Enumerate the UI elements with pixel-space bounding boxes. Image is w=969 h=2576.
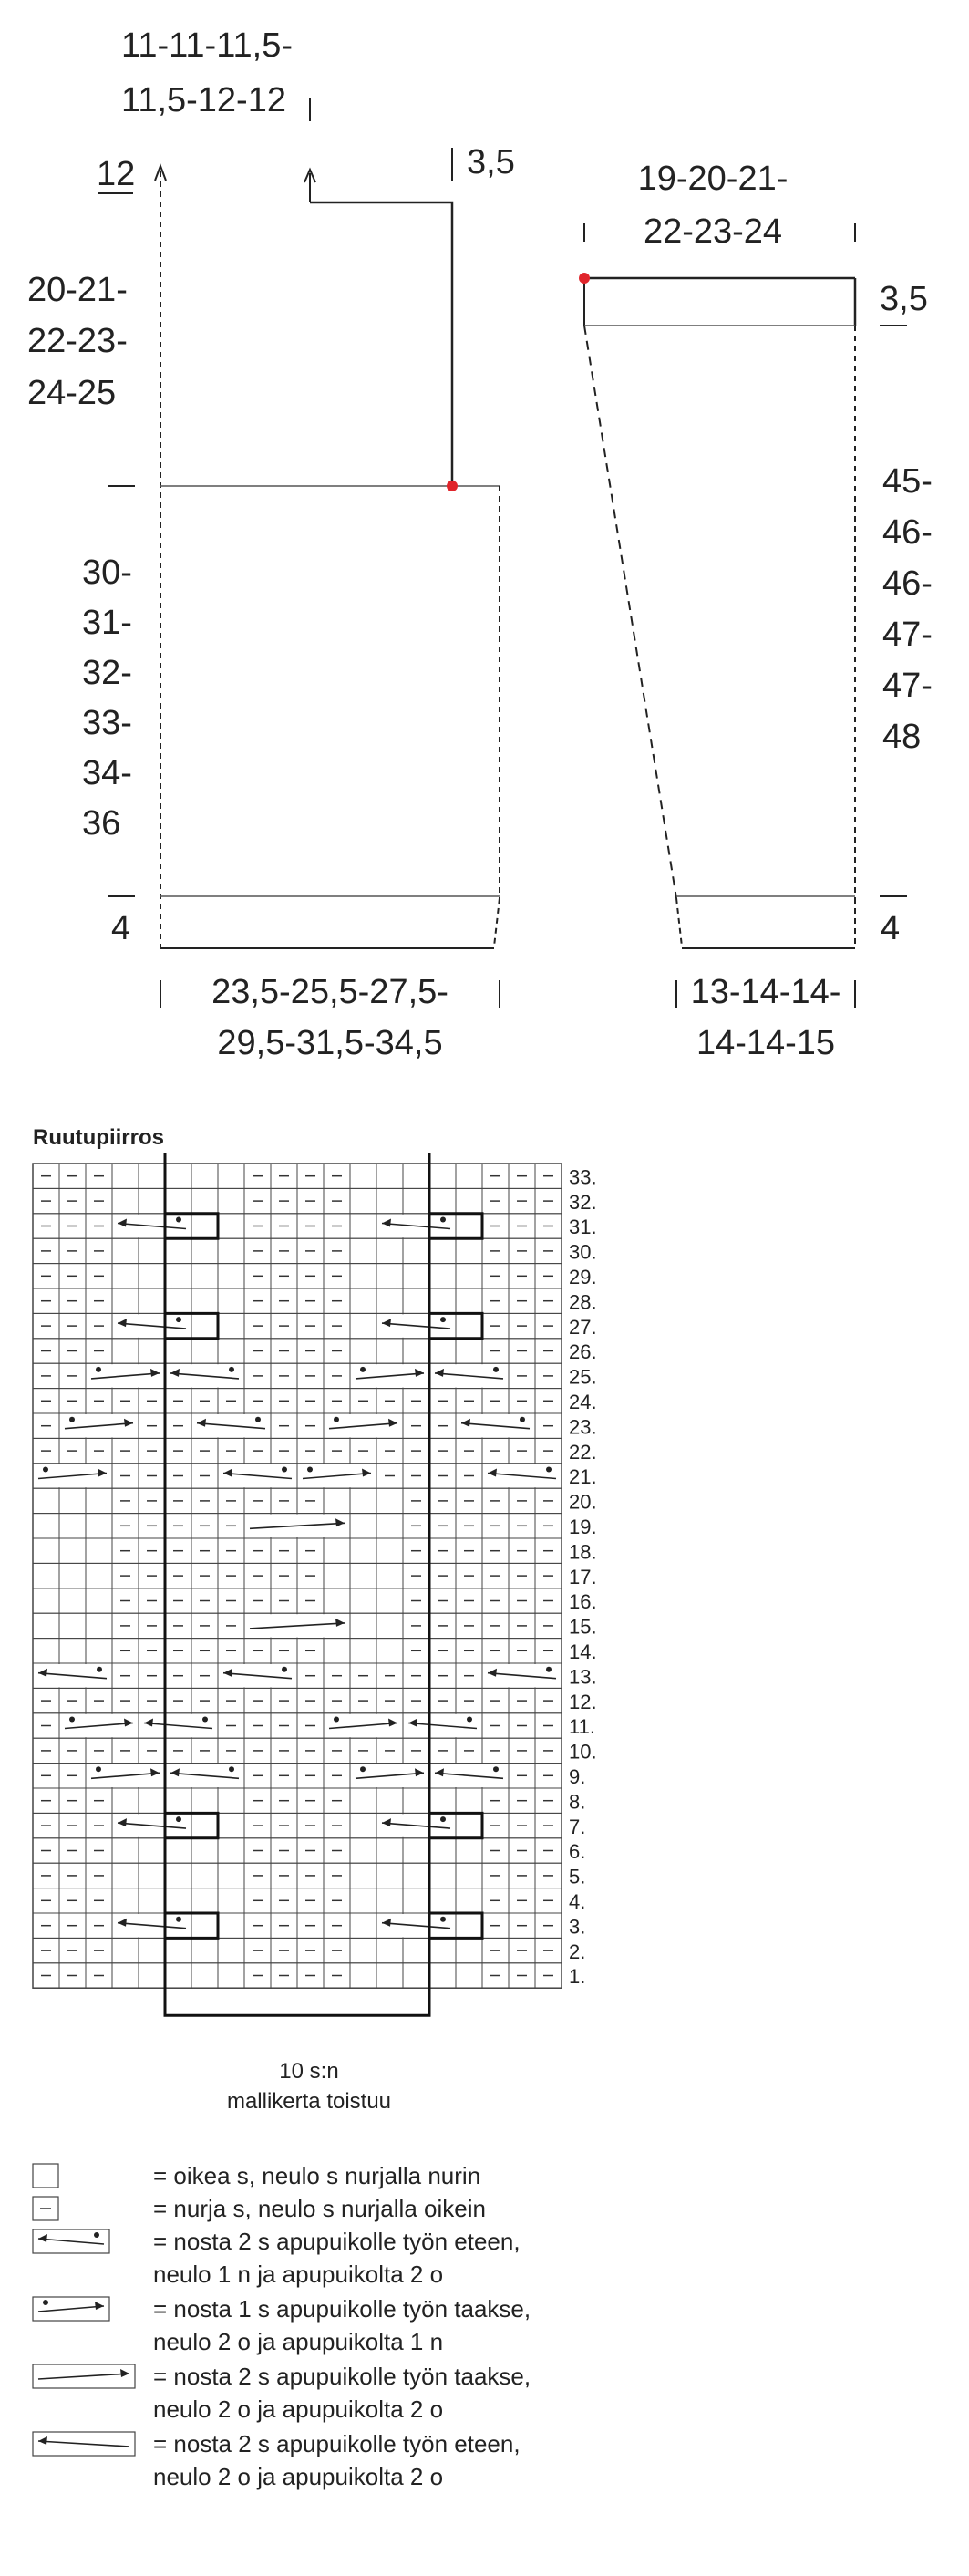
cable-B-symbol <box>325 1414 402 1437</box>
legend-text: neulo 2 o ja apupuikolta 1 n <box>153 2328 444 2355</box>
body-length-line1: 30- <box>82 553 132 592</box>
back-width-line1: 23,5-25,5-27,5- <box>211 973 448 1011</box>
row-number: 19. <box>569 1516 597 1538</box>
back-rib-side <box>494 898 500 947</box>
body-length-line6: 36 <box>82 804 121 843</box>
bullet-dot <box>176 1816 181 1822</box>
row-number: 1. <box>569 1965 586 1989</box>
sleeve-length-line3: 46- <box>882 564 933 603</box>
legend-text: = nurja s, neulo s nurjalla oikein <box>153 2195 486 2222</box>
row-number: 18. <box>569 1540 597 1564</box>
cable-A-symbol <box>113 1314 191 1337</box>
bullet-dot <box>467 1717 472 1723</box>
cable-B-symbol <box>60 1714 138 1737</box>
cable-A-symbol <box>219 1464 296 1487</box>
cuff-width-line2: 14-14-15 <box>696 1024 836 1062</box>
cable-B-symbol <box>351 1364 428 1387</box>
sleeve-length-line2: 46- <box>882 513 933 552</box>
cable-C-symbol <box>245 1614 349 1637</box>
back-rib-height: 4 <box>111 909 131 947</box>
legend-item-cableA <box>33 2228 521 2288</box>
bullet-dot <box>202 1717 208 1723</box>
bullet-dot <box>43 2300 48 2305</box>
bullet-dot <box>96 1766 101 1772</box>
legend-text: neulo 2 o ja apupuikolta 2 o <box>153 2463 444 2490</box>
cable-B-symbol <box>325 1714 402 1737</box>
sleeve-schematic <box>579 160 933 1062</box>
cable-A-symbol <box>34 1664 111 1687</box>
bullet-dot <box>440 1217 446 1223</box>
row-number: 29. <box>569 1266 597 1288</box>
row-number: 10. <box>569 1740 597 1764</box>
cable-B-symbol <box>87 1364 164 1387</box>
bullet-dot <box>96 1367 101 1372</box>
legend-text: neulo 2 o ja apupuikolta 2 o <box>153 2395 444 2423</box>
sleeve-rib-left <box>676 898 682 947</box>
row-number: 17. <box>569 1565 597 1588</box>
row-number: 5. <box>569 1865 586 1888</box>
bullet-dot <box>440 1917 446 1922</box>
bullet-dot <box>43 1467 48 1473</box>
sleeve-length-line6: 48 <box>882 718 922 756</box>
row-number: 26. <box>569 1340 597 1364</box>
bullet-dot <box>176 1217 181 1223</box>
row-number: 32. <box>569 1190 597 1214</box>
body-length-line2: 31- <box>82 604 132 642</box>
cable-A-symbol <box>404 1714 481 1737</box>
legend-item-cableD <box>33 2430 521 2490</box>
bullet-dot <box>69 1717 75 1723</box>
bullet-dot <box>307 1467 313 1473</box>
cable-A-symbol <box>192 1414 270 1437</box>
bullet-dot <box>334 1417 339 1422</box>
bullet-dot <box>334 1717 339 1723</box>
row-number: 30. <box>569 1240 597 1264</box>
cable-A-symbol <box>219 1664 296 1687</box>
cable-B-symbol <box>60 1414 138 1437</box>
bullet-dot <box>282 1467 287 1473</box>
legend-symbol-knit <box>33 2164 58 2188</box>
back-piece-schematic <box>27 26 515 1062</box>
row-number: 8. <box>569 1790 586 1814</box>
bullet-dot <box>69 1417 75 1422</box>
row-number: 9. <box>569 1765 586 1788</box>
cable-C-symbol <box>245 1515 349 1537</box>
back-shoulder-drop: 3,5 <box>467 143 515 181</box>
repeat-bracket <box>165 1993 429 2114</box>
row-number: 22. <box>569 1440 597 1464</box>
sleeve-rib-height: 4 <box>881 909 901 947</box>
row-number: 23. <box>569 1415 597 1439</box>
cable-B-symbol <box>34 1464 111 1487</box>
cuff-width-line1: 13-14-14- <box>690 973 841 1011</box>
sleeve-marker <box>579 273 590 284</box>
legend-item-purl <box>33 2195 486 2222</box>
row-number: 21. <box>569 1465 597 1489</box>
repeat-label-line2: mallikerta toistuu <box>226 2089 392 2114</box>
repeat-bracket-line <box>165 1993 429 2015</box>
back-top-measure: 12 <box>97 155 136 193</box>
bullet-dot <box>176 1917 181 1922</box>
cable-B-symbol <box>298 1464 376 1487</box>
row-number: 7. <box>569 1815 586 1838</box>
row-number: 33. <box>569 1165 597 1189</box>
legend-item-cableC <box>33 2363 531 2423</box>
row-number: 3. <box>569 1915 586 1939</box>
cable-A-symbol <box>377 1814 455 1836</box>
cable-A-symbol <box>377 1314 455 1337</box>
shoulder-armhole-outline <box>310 202 452 488</box>
bullet-dot <box>255 1417 261 1422</box>
bullet-dot <box>440 1816 446 1822</box>
bullet-dot <box>229 1367 234 1372</box>
row-number: 12. <box>569 1690 597 1713</box>
bullet-dot <box>229 1766 234 1772</box>
back-shoulder-width-line1: 11-11-11,5- <box>121 26 293 65</box>
back-armhole-line1: 20-21- <box>27 271 128 309</box>
cable-A-symbol <box>377 1215 455 1237</box>
row-number: 31. <box>569 1216 597 1239</box>
chart-legend <box>33 2162 531 2490</box>
row-number: 16. <box>569 1590 597 1614</box>
cable-A-symbol <box>113 1914 191 1937</box>
sleeve-top-width-line2: 22-23-24 <box>643 212 783 251</box>
cable-A-symbol <box>457 1414 534 1437</box>
sleeve-length-line4: 47- <box>882 616 933 654</box>
sleeve-left-seam-dashed <box>584 326 676 898</box>
armhole-marker <box>447 481 458 491</box>
cable-A-symbol <box>483 1464 561 1487</box>
bullet-dot <box>493 1766 499 1772</box>
cable-B-symbol <box>351 1764 428 1787</box>
back-width-line2: 29,5-31,5-34,5 <box>217 1024 443 1062</box>
row-number: 15. <box>569 1615 597 1639</box>
row-number: 11. <box>569 1715 595 1739</box>
bullet-dot <box>94 2232 99 2238</box>
sleeve-length-line5: 47- <box>882 667 933 705</box>
bullet-dot <box>493 1367 499 1372</box>
row-number: 2. <box>569 1940 586 1963</box>
row-number: 13. <box>569 1665 597 1689</box>
cable-A-symbol <box>483 1664 561 1687</box>
cable-A-symbol <box>166 1764 243 1787</box>
back-body-length <box>82 553 132 843</box>
back-shoulder-width-line2: 11,5-12-12 <box>121 81 286 119</box>
legend-item-knit <box>33 2162 480 2189</box>
body-length-line3: 32- <box>82 654 132 692</box>
cable-A-symbol <box>377 1914 455 1937</box>
sleeve-top-width-line1: 19-20-21- <box>637 160 789 198</box>
cable-A-symbol <box>166 1364 243 1387</box>
body-length-line5: 34- <box>82 754 132 792</box>
cable-B-symbol <box>87 1764 164 1787</box>
sleeve-top-height: 3,5 <box>880 280 928 318</box>
legend-text: = nosta 2 s apupuikolle työn eteen, <box>153 2228 521 2255</box>
back-armhole-line2: 22-23- <box>27 322 128 360</box>
row-number: 4. <box>569 1890 586 1913</box>
legend-text: = nosta 2 s apupuikolle työn taakse, <box>153 2363 531 2390</box>
bullet-dot <box>546 1467 552 1473</box>
legend-text: = nosta 2 s apupuikolle työn eteen, <box>153 2430 521 2457</box>
row-number: 6. <box>569 1840 586 1864</box>
cable-A-symbol <box>113 1814 191 1836</box>
row-number: 24. <box>569 1391 597 1413</box>
legend-text: neulo 1 n ja apupuikolta 2 o <box>153 2260 444 2288</box>
body-length-line4: 33- <box>82 704 132 742</box>
cable-A-symbol <box>113 1215 191 1237</box>
bullet-dot <box>546 1667 552 1672</box>
chart-title: Ruutupiirros <box>33 1125 164 1150</box>
cable-A-symbol <box>430 1764 508 1787</box>
row-number: 27. <box>569 1315 597 1339</box>
stitch-chart <box>33 1153 597 2004</box>
cable-A-symbol <box>139 1714 217 1737</box>
bullet-dot <box>176 1317 181 1322</box>
legend-item-cableB <box>33 2295 531 2355</box>
cable-A-symbol <box>430 1364 508 1387</box>
sleeve-length <box>882 462 933 756</box>
row-number: 14. <box>569 1640 597 1663</box>
row-number: 28. <box>569 1290 597 1314</box>
row-number: 25. <box>569 1365 597 1389</box>
sleeve-length-line1: 45- <box>882 462 933 501</box>
bullet-dot <box>360 1367 366 1372</box>
bullet-dot <box>97 1667 102 1672</box>
bullet-dot <box>440 1317 446 1322</box>
back-armhole-line3: 24-25 <box>27 374 117 412</box>
bullet-dot <box>282 1667 287 1672</box>
legend-text: = nosta 1 s apupuikolle työn taakse, <box>153 2295 531 2323</box>
bullet-dot <box>360 1766 366 1772</box>
row-number: 20. <box>569 1490 597 1514</box>
bullet-dot <box>520 1417 525 1422</box>
legend-text: = oikea s, neulo s nurjalla nurin <box>153 2162 481 2189</box>
repeat-label-line1: 10 s:n <box>279 2059 339 2084</box>
